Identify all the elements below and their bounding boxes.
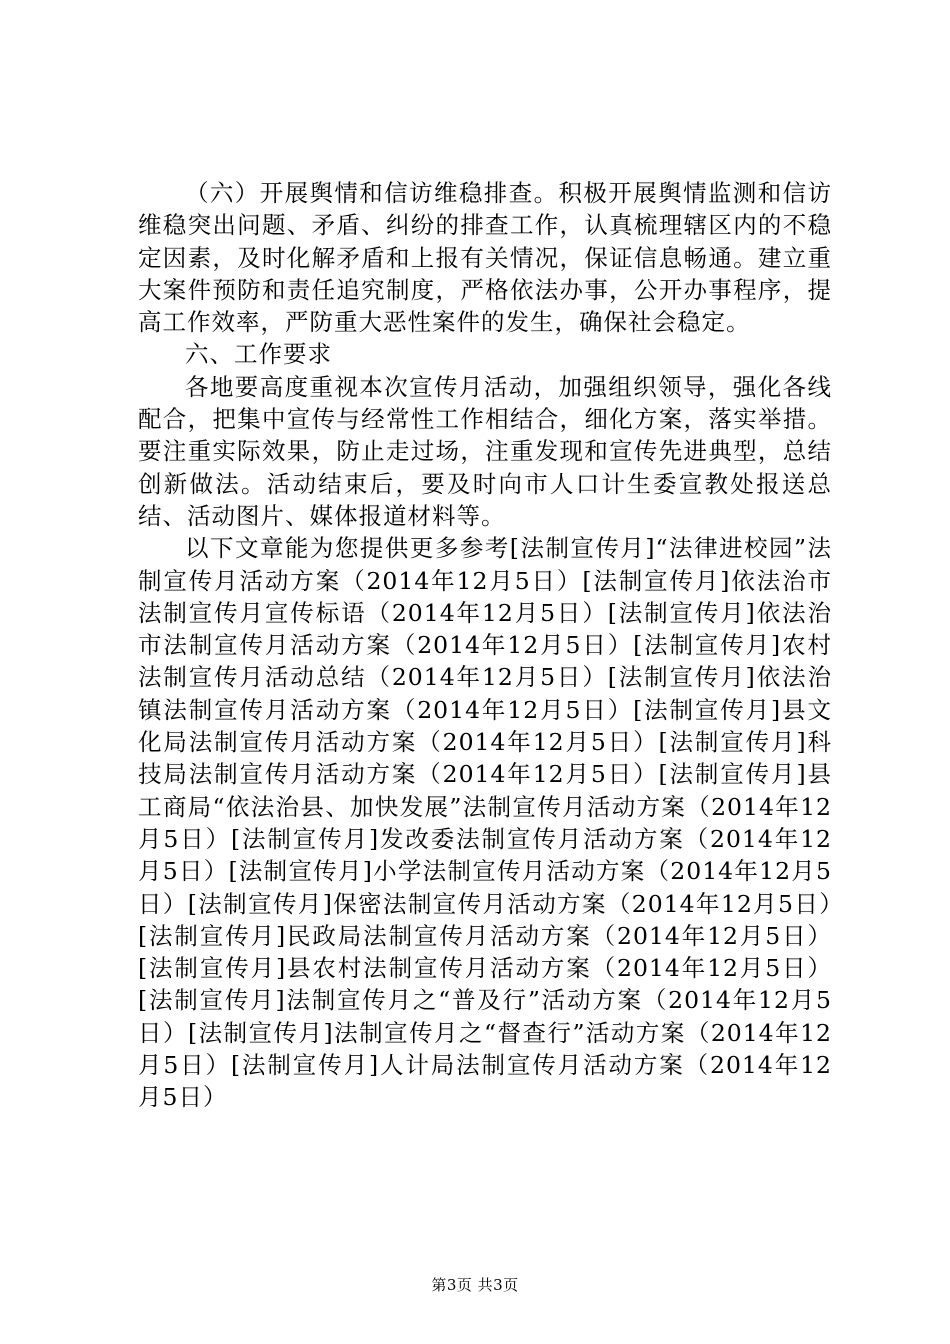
document-body: [138, 177, 832, 1114]
paragraph-related-articles: 以下文章能为您提供更多参考[法制宣传月]“法律进校园”法制宣传月活动方案（2014年12月5日）[法制宣传月]依法治市法制宣传月宣传标语（2014年12月5日）[法制宣传月]依法治市法制宣传月活动方案（2014年12月5日）[法制宣传月]农村法制宣传月活动总结（2014年12月5日）[法制宣传月]依法治镇法制宣传月活动方案（2014年12月5日）[法制宣传月]县文化局法制宣传月活动方案（2014年12月5日）[法制宣传月]科技局法制宣传月活动方案（2014年12月5日）[法制宣传月]县工商局“依法治县、加快发展”法制宣传月活动方案（2014年12月5日）[法制宣传月]发改委法制宣传月活动方案（2014年12月5日）[法制宣传月]小学法制宣传月活动方案（2014年12月5日）[法制宣传月]保密法制宣传月活动方案（2014年12月5日）[法制宣传月]民政局法制宣传月活动方案（2014年12月5日）[法制宣传月]县农村法制宣传月活动方案（2014年12月5日）[法制宣传月]法制宣传月之“普及行”活动方案（2014年12月5日）[法制宣传月]法制宣传月之“督查行”活动方案（2014年12月5日）[法制宣传月]人计局法制宣传月活动方案（2014年12月5日）: [138, 534, 832, 1112]
paragraph-work-requirements: 各地要高度重视本次宣传月活动，加强组织领导，强化各线配合，把集中宣传与经常性工作相结合，细化方案，落实举措。要注重实际效果，防止走过场，注重发现和宣传先进典型，总结创新做法。活动结束后，要及时向市人口计生委宣教处报送总结、活动图片、媒体报道材料等。: [138, 372, 832, 530]
paragraph-public-opinion: （六）开展舆情和信访维稳排查。积极开展舆情监测和信访维稳突出问题、矛盾、纠纷的排查工作，认真梳理辖区内的不稳定因素，及时化解矛盾和上报有关情况，保证信息畅通。建立重大案件预防和责任追究制度，严格依法办事，公开办事程序，提高工作效率，严防重大恶性案件的发生，确保社会稳定。: [138, 179, 832, 337]
section-heading-work-requirements: 六、工作要求: [185, 340, 332, 369]
page-footer: 第3页 共3页: [431, 1276, 519, 1294]
